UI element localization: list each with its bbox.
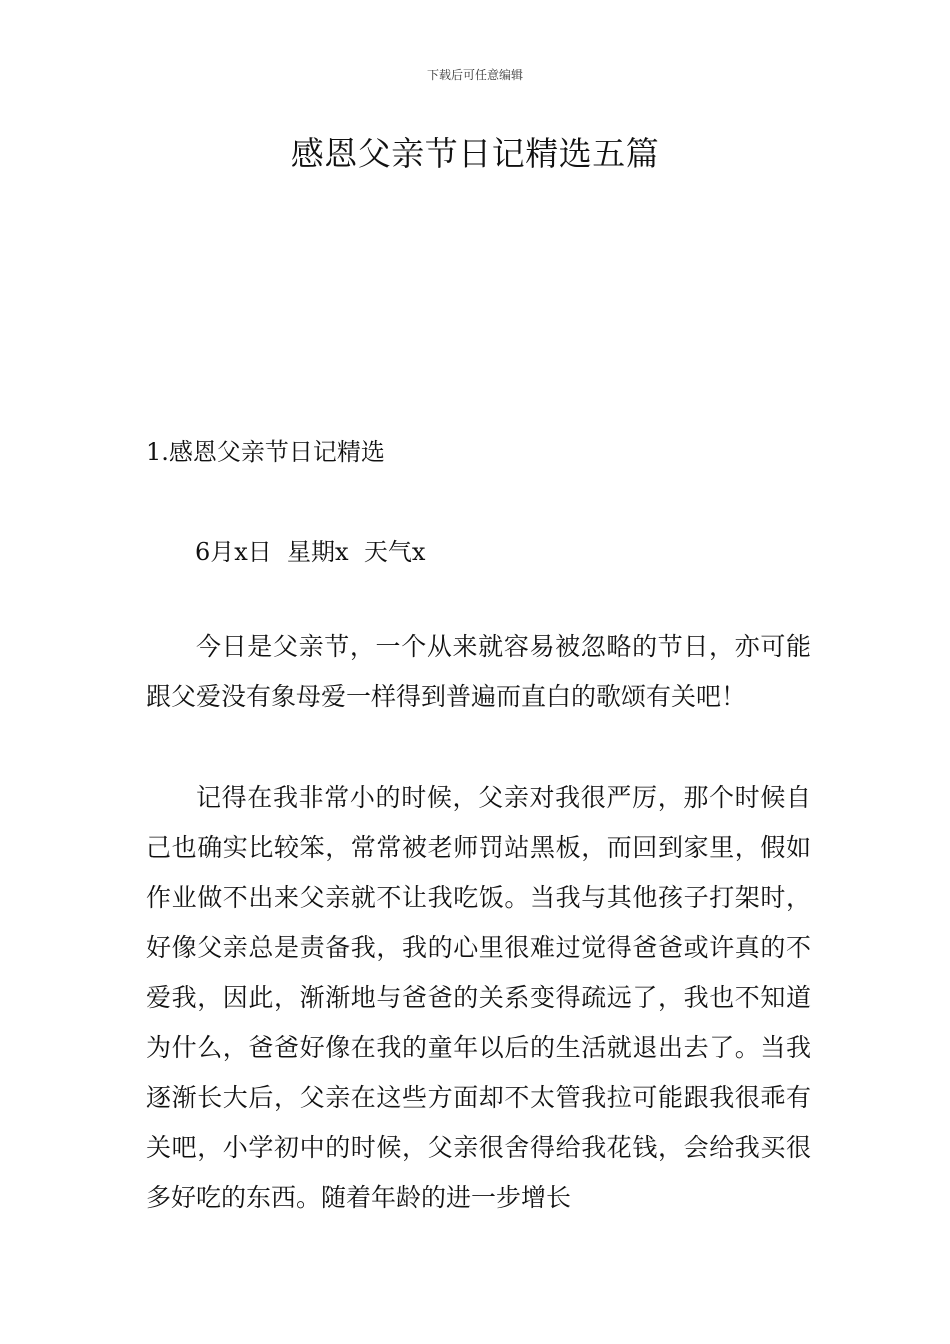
- section-heading: 1.感恩父亲节日记精选: [146, 438, 385, 466]
- document-title: 感恩父亲节日记精选五篇: [290, 134, 660, 173]
- header-note: 下载后可任意编辑: [426, 68, 523, 82]
- paragraph: 记得在我非常小的时候，父亲对我很严厉，那个时候自己也确实比较笨，常常被老师罚站黑板，而回到家里，假如作业做不出来父亲就不让我吃饭。当我与其他孩子打架时，好像父亲总是责备我，我的心里很难过觉得爸爸或许真的不爱我，因此，渐渐地与爸爸的关系变得疏远了，我也不知道为什么，爸爸好像在我的童年以后的生活就退出去了。当我逐渐长大后，父亲在这些方面却不太管我拉可能跟我很乖有关吧，小学初中的时候，父亲很舍得给我花钱，会给我买很多好吃的东西。随着年龄的进一步增长: [146, 783, 811, 1212]
- paragraph: 今日是父亲节，一个从来就容易被忽略的节日，亦可能跟父爱没有象母爱一样得到普遍而直白的歌颂有关吧！: [146, 632, 811, 711]
- diary-date-line: 6月x日 星期x 天气x: [195, 538, 426, 566]
